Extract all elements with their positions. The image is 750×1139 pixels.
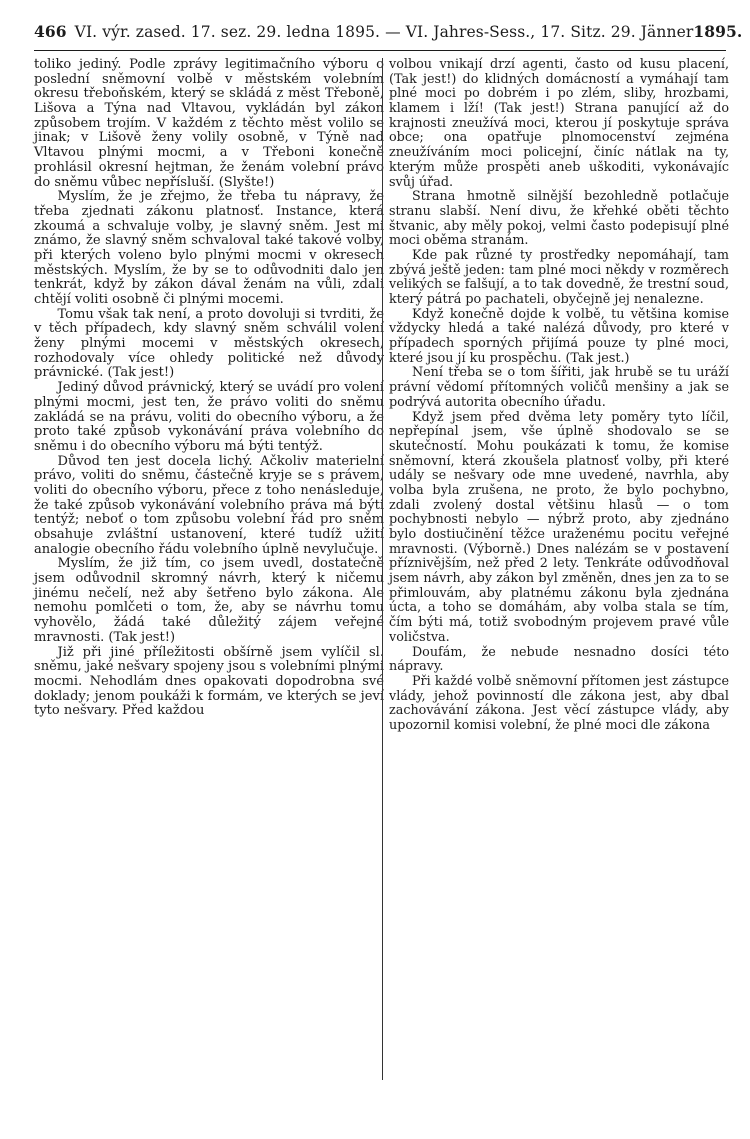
- right-column: [389, 58, 729, 734]
- paragraph: toliko jediný. Podle zprávy legitimačního výboru o poslední sněmovní volbě v městském volebním okresu třeboňském, který se skládá z měst Třeboně, Lišova a Týna nad Vltavou, vykládán byl zákon způsobem trojím. V každém z těchto měst volilo se jinak; v Lišově ženy volily osobně, v Týně nad Vltavou plnými mocmi, a v Třeboni konečně prohlásil okresní hejtman, že ženám volební právo do sněmu vůbec nepřísluší. (Slyšte!): [34, 57, 384, 190]
- paragraph: Myslím, že je zřejmo, že třeba tu nápravy, že třeba zjednati zákonu platnosť. Instance, která zkoumá a schvaluje volby, je slavný sněm. Jest mi známo, že slavný sněm schvaloval také takové volby, při kterých voleno bylo plnými mocmi v okresech městských. Myslím, že by se to odůvodniti dalo jen tenkrát, když by zákon dával ženám na vůli, zdali chtějí voliti osobně či plnými mocemi.: [34, 189, 384, 307]
- paragraph: Jediný důvod právnický, který se uvádí pro volení plnými mocmi, jest ten, že právo voliti do sněmu zakládá se na právu, voliti do obecního výboru, a že proto také způsob vykonávání práva volebního do sněmu i do obecního výboru má býti tentýž.: [34, 380, 384, 454]
- column-divider: [382, 58, 383, 1080]
- page-number: 466: [34, 22, 67, 41]
- paragraph: Myslím, že již tím, co jsem uvedl, dostatečně jsem odůvodnil skromný návrh, který k ničemu jinému nečelí, než aby šetřeno bylo zákona. Ale nemohu pomlčeti o tom, že, aby se návrhu tomu vyhovělo, žádá také důležitý zájem veřejné mravnosti. (Tak jest!): [34, 556, 384, 645]
- paragraph: Důvod ten jest docela lichý. Ačkoliv materielní právo, voliti do sněmu, částečně kryje se s právem, voliti do obecního výboru, přece z toho nenásleduje, že také způsob vykonávání volebního práva má býti tentýž; neboť o tom způsobu volební řád pro sněm obsahuje zvláštní ustanovení, které tudíž užití analogie obecního řádu volebního úplně nevylučuje.: [34, 453, 384, 557]
- paragraph: Kde pak různé ty prostředky nepomáhají, tam zbývá ještě jeden: tam plné moci někdy v rozměrech velikých se falšují, a to tak dovedně, že trestní soud, který pátrá po pachateli, obyčejně jej nenalezne.: [389, 247, 729, 307]
- header-rule: [34, 50, 726, 51]
- running-header: [34, 22, 743, 48]
- paragraph: Když jsem před dvěma lety poměry tyto líčil, nepřepínal jsem, vše úplně shodovalo se se skutečností. Mohu poukázati k tomu, že komise sněmovní, která zkoušela platnosť volby, při které udály se nešvary ode mne uvedené, navrhla, aby volba byla zrušena, ne proto, že bylo pochybno, zdali zvolený dostal většinu hlasů — o tom pochybnosti nebylo — nýbrž proto, aby zjednáno bylo dostiučinění těžce uraženému pocitu veřejné mravnosti. (Výborně.) Dnes nalézám se v postavení příznivějším, než před 2 lety. Tenkráte odůvodňoval jsem návrh, aby zákon byl změněn, dnes jen za to se přimlouvám, aby platnému zákonu byla zjednána úcta, a toho se domáhám, aby volba stala se tím, čím býti má, totiž svobodným projevem pravé vůle voličstva.: [389, 409, 729, 645]
- paragraph: Strana hmotně silnější bezohledně potlačuje stranu slabší. Není divu, že křehké oběti těchto štvanic, aby měly pokoj, velmi často podepisují plné moci oběma stranám.: [389, 189, 729, 249]
- paragraph: Tomu však tak není, a proto dovoluji si tvrditi, že v těch případech, kdy slavný sněm schválil volení ženy plnými mocemi v městských okresech, rozhodovaly více ohledy politické než důvody právnické. (Tak jest!): [34, 306, 384, 381]
- left-column: [34, 58, 384, 719]
- header-separator: —: [385, 23, 401, 41]
- header-german-session: VI. Jahres-Sess., 17. Sitz. 29. Jänner: [405, 23, 694, 41]
- paragraph: Při každé volbě sněmovní přítomen jest zástupce vlády, jehož povinností dle zákona jest, aby dbal zachovávání zákona. Jest věcí zástupce vlády, aby upozornil komisi volební, že plné moci dle zákona: [389, 673, 729, 733]
- paragraph: volbou vnikají drzí agenti, často od kusu placení, (Tak jest!) do klidných domácností a vymáhají tam plné moci po dobrém i po zlém, sliby, hrozbami, klamem i lží! (Tak jest!) Strana panující až do krajnosti zneužívá moci, kterou jí poskytuje správa obce; ona opatřuje plnomocenství zejména zneužíváním moci policejní, činíc nátlak na ty, kterým může prospěti aneb uškoditi, vykonávajíc svůj úřad.: [389, 57, 729, 190]
- header-year: 1895.: [693, 22, 743, 41]
- header-czech-session: VI. výr. zased. 17. sez. 29. ledna 1895.: [74, 23, 381, 41]
- paragraph: Doufám, že nebude nesnadno dosíci této nápravy.: [389, 644, 729, 675]
- paragraph: Již při jiné příležitosti obšírně jsem vylíčil sl. sněmu, jaké nešvary spojeny jsou s volebními plnými mocmi. Nehodlám dnes opakovati dopodrobna své doklady; jenom poukáži k formám, ve kterých se jeví tyto nešvary. Před každou: [34, 644, 384, 719]
- paragraph: Není třeba se o tom šířiti, jak hrubě se tu uráží právní vědomí přítomných voličů menšiny a jak se podrývá autorita obecního úřadu.: [389, 365, 729, 410]
- paragraph: Když konečně dojde k volbě, tu většina komise vždycky hledá a také nalézá důvody, pro které v případech sporných přijímá pouze ty plné moci, které jsou jí ku prospěchu. (Tak jest.): [389, 306, 729, 366]
